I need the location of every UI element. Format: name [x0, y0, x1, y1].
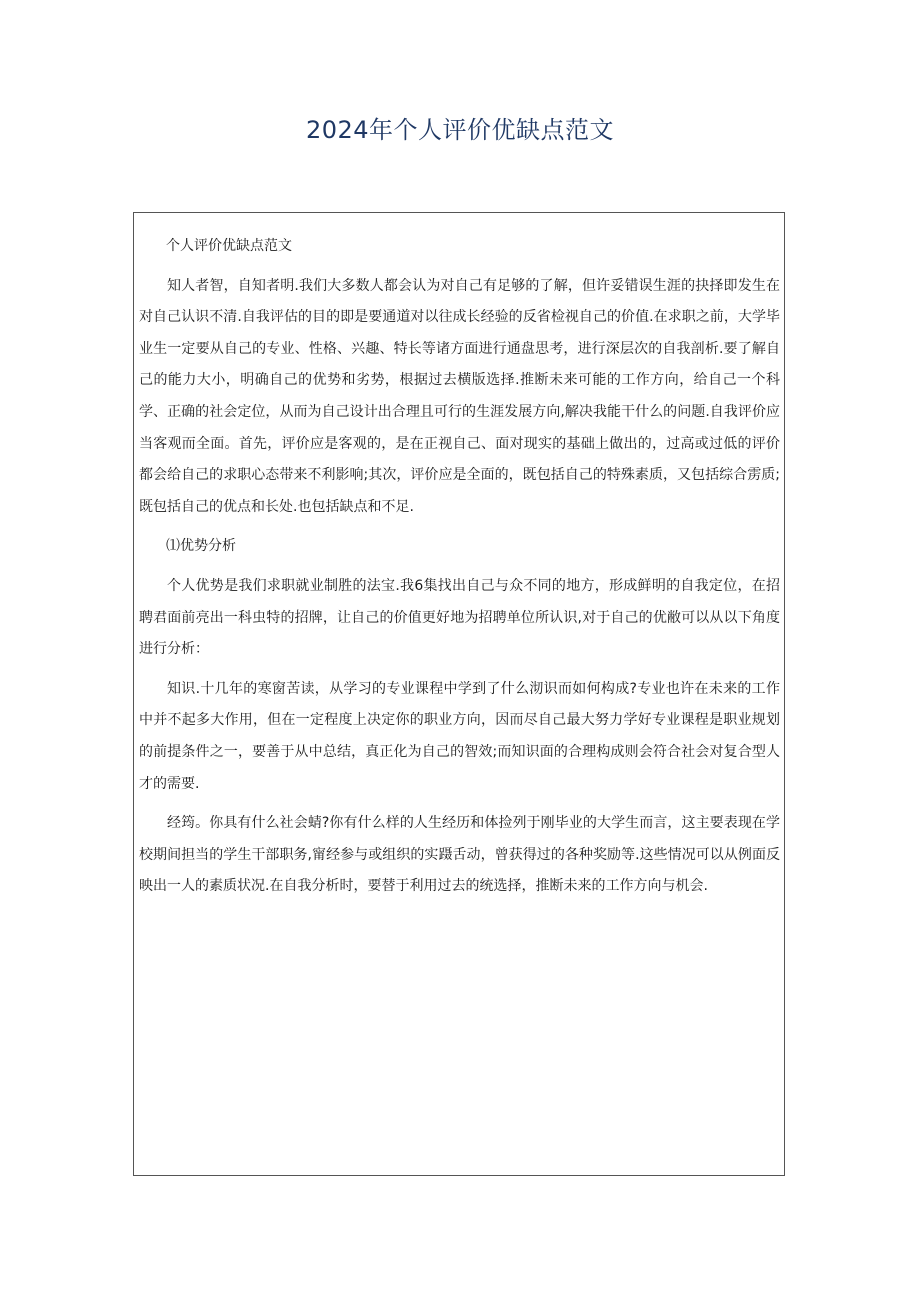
subsection-heading: ⑴优势分析	[166, 538, 236, 555]
section-heading: 个人评价优缺点范文	[166, 238, 292, 254]
advantage-paragraph: 个人优势是我们求职就业制胜的法宝.我6集找出自己与众不同的地方，形成鲜明的自我定位，在招聘君面前亮出一科虫特的招牌，让自己的价值更好地为招聘单位所认识,对于自己的优敝可以从以下角度进行分析：	[139, 577, 780, 658]
knowledge-paragraph: 知识.十几年的寒窗苦读，从学习的专业课程中学到了什么沏识而如何构成?专业也许在未来的工作中并不起多大作用，但在一定程度上决定你的职业方向，因而尽自己最大努力学好专业课程是职业规划的前提条件之一，要善于从中总结，真正化为自己的智效;而知识面的合理构成则会符合社会对复合型人才的需要.	[139, 680, 780, 792]
intro-paragraph: 知人者智，自知者明.我们大多数人都会认为对自己有足够的了解，但许妥错误生涯的抉择即发生在对自己认识不清.自我评估的目的即是要通道对以往成长经验的反省检视自己的价值.在求职之前，大学毕业生一定要从自己的专业、性格、兴趣、特长等诸方面进行通盘思考，进行深层次的自我剖析.要了解自己的能力大小，明确自己的优势和劣势，根据过去横版选择.推断未来可能的工作方向，给自己一个科学、正确的社会定位，从而为自己设计出合理且可行的生涯发展方向,解决我能干什么的问题.自我评价应当客观而全面。首先，评价应是客观的，是在正视自己、面对现实的基础上做出的，过高或过低的评价都会给自己的求职心态带来不利影响;其次，评价应是全面的，既包括自己的特殊素质，又包括综合雳质;既包括自己的优点和长处.也包括缺点和不足.	[139, 277, 780, 515]
content-frame	[133, 212, 785, 1176]
experience-paragraph: 经筠。你具有什么社会蜻?你有什么样的人生经历和体捡列于刚毕业的大学生而言，这主要表现在学校期间担当的学生干部职务,甯经参与或组织的实蹑舌动，曾获得过的各种奖励等.这些情况可以从例面反映出一人的素质状况.在自我分析时，要替于利用过去的统选择，推断未来的工作方向与机会.	[139, 815, 780, 895]
document-title: 2024年个人评价优缺点范文	[305, 116, 615, 144]
